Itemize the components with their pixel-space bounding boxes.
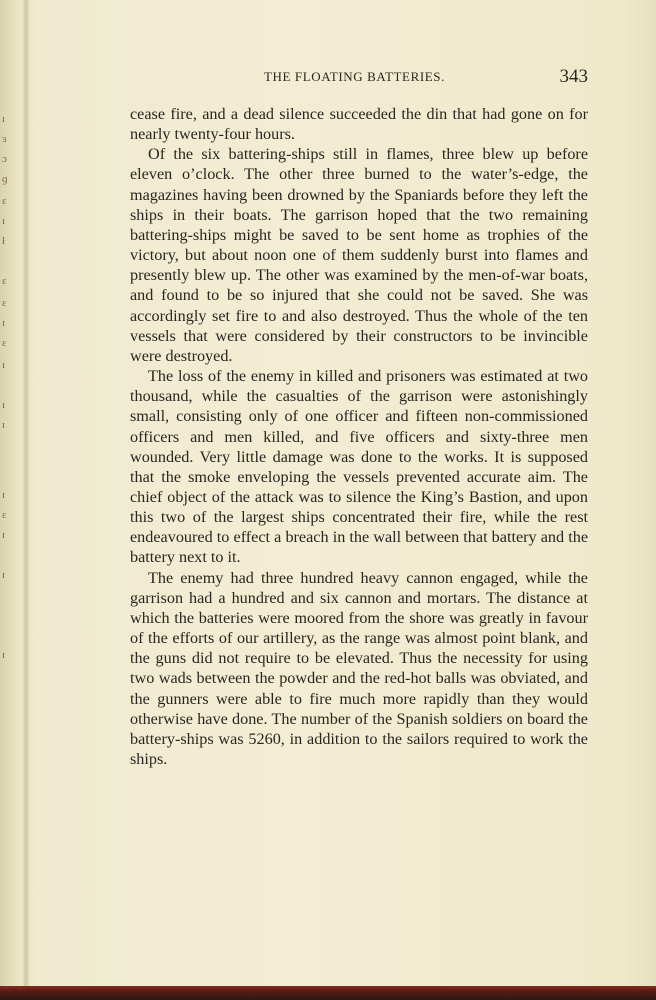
paragraph: cease fire, and a dead silence succeeded the din that had gone on for nearly twenty-four hours. xyxy=(130,105,588,144)
page-number: 343 xyxy=(559,66,588,87)
paragraph: The enemy had three hundred heavy cannon engaged, while the garrison had a hundred and six cannon and mortars. The distance at which the batteries were moored from the shore was greatly in favour of the efforts of our artillery, as the range was almost point blank, and the guns did not require to be elevated. Thus the necessity for using two wads between the powder and the red-hot balls was obviated, and the gunners were able to fire much more rapidly than they would otherwise have done. The number of the Spanish soldiers on board the battery-ships was 5260, in addition to the sailors required to work the ships. xyxy=(130,568,588,768)
body-text xyxy=(130,104,588,769)
page-header xyxy=(130,66,588,88)
page-gutter-shadow xyxy=(22,0,30,988)
facing-page-bleed: ı ɜ ɔ ɡ ɛ ɪ ł ɛ ɛ ɪ ɛ ɪ ɪ ɪ ɪ ɛ ɪ ɪ ɪ xyxy=(2,113,8,661)
running-head: THE FLOATING BATTERIES. xyxy=(264,69,445,84)
book-cover-edge xyxy=(0,986,656,1000)
paragraph: The loss of the enemy in killed and prisoners was estimated at two thousand, while the casualties of the garrison were astonishingly small, consisting only of one officer and fifteen non-commissioned officers and men killed, and five officers and sixty-three men wounded. Very little damage was done to the works. It is supposed that the smoke enveloping the vessels prevented accurate aim. The chief object of the attack was to silence the King’s Bastion, and upon this two of the largest ships concentrated their fire, while the rest endeavoured to effect a breach in the wall between that battery and the battery next to it. xyxy=(130,367,588,567)
paragraph: Of the six battering-ships still in flames, three blew up before eleven o’clock. The other three burned to the water’s-edge, the magazines having been drowned by the Spaniards before they left the ships in their boats. The garrison hoped that the two remaining battering-ships might be saved to be sent home as trophies of the victory, but about noon one of them suddenly burst into flames and presently blew up. The other was examined by the men-of-war boats, and found to be so injured that she could not be saved. She was accordingly set fire to and also destroyed. Thus the whole of the ten vessels that were considered by their constructors to be invincible were destroyed. xyxy=(130,145,588,365)
